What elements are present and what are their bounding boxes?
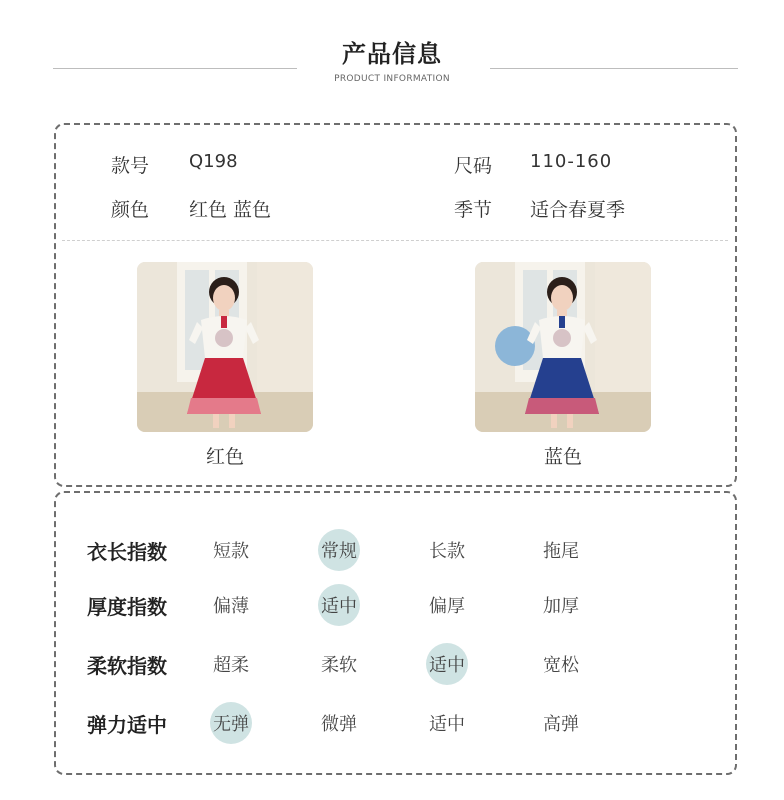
season-value: 适合春夏季: [530, 199, 626, 221]
index-option-selected: 无弹: [213, 710, 249, 736]
red-variant-caption: 红色: [205, 446, 244, 468]
index-option: 超柔: [213, 655, 249, 676]
page-subtitle: PRODUCT INFORMATION: [334, 74, 450, 84]
page-title: 产品信息: [342, 40, 442, 68]
index-option: 宽松: [543, 655, 579, 676]
index-row-label: 柔软指数: [87, 654, 167, 678]
title-rule-right: [490, 68, 738, 69]
index-option: 柔软: [321, 655, 357, 676]
index-option: 拖尾: [543, 541, 579, 562]
size-label: 尺码: [454, 155, 493, 177]
blue-variant-caption: 蓝色: [543, 446, 582, 468]
blue-variant-photo: [475, 262, 651, 432]
style-no-value: Q198: [189, 151, 238, 172]
index-option: 加厚: [543, 596, 579, 617]
index-option-selected: 适中: [429, 651, 465, 677]
index-option: 长款: [429, 541, 465, 562]
index-option: 适中: [429, 714, 465, 735]
title-rule-left: [53, 68, 297, 69]
index-option: 高弹: [543, 714, 579, 735]
color-label: 颜色: [111, 199, 150, 221]
index-option: 短款: [213, 541, 249, 562]
size-value: 110-160: [530, 151, 613, 172]
index-option-selected: 适中: [321, 592, 357, 618]
red-variant-photo: [137, 262, 313, 432]
index-option-selected: 常规: [321, 537, 357, 563]
index-option: 偏薄: [213, 596, 249, 617]
index-row-label: 厚度指数: [87, 595, 167, 619]
index-row-label: 弹力适中: [87, 713, 167, 737]
index-option: 偏厚: [429, 596, 465, 617]
index-row-label: 衣长指数: [87, 540, 167, 564]
style-no-label: 款号: [111, 155, 150, 177]
index-option: 微弹: [321, 714, 357, 735]
season-label: 季节: [454, 199, 493, 221]
color-value: 红色 蓝色: [189, 199, 272, 221]
info-divider: [62, 240, 728, 241]
